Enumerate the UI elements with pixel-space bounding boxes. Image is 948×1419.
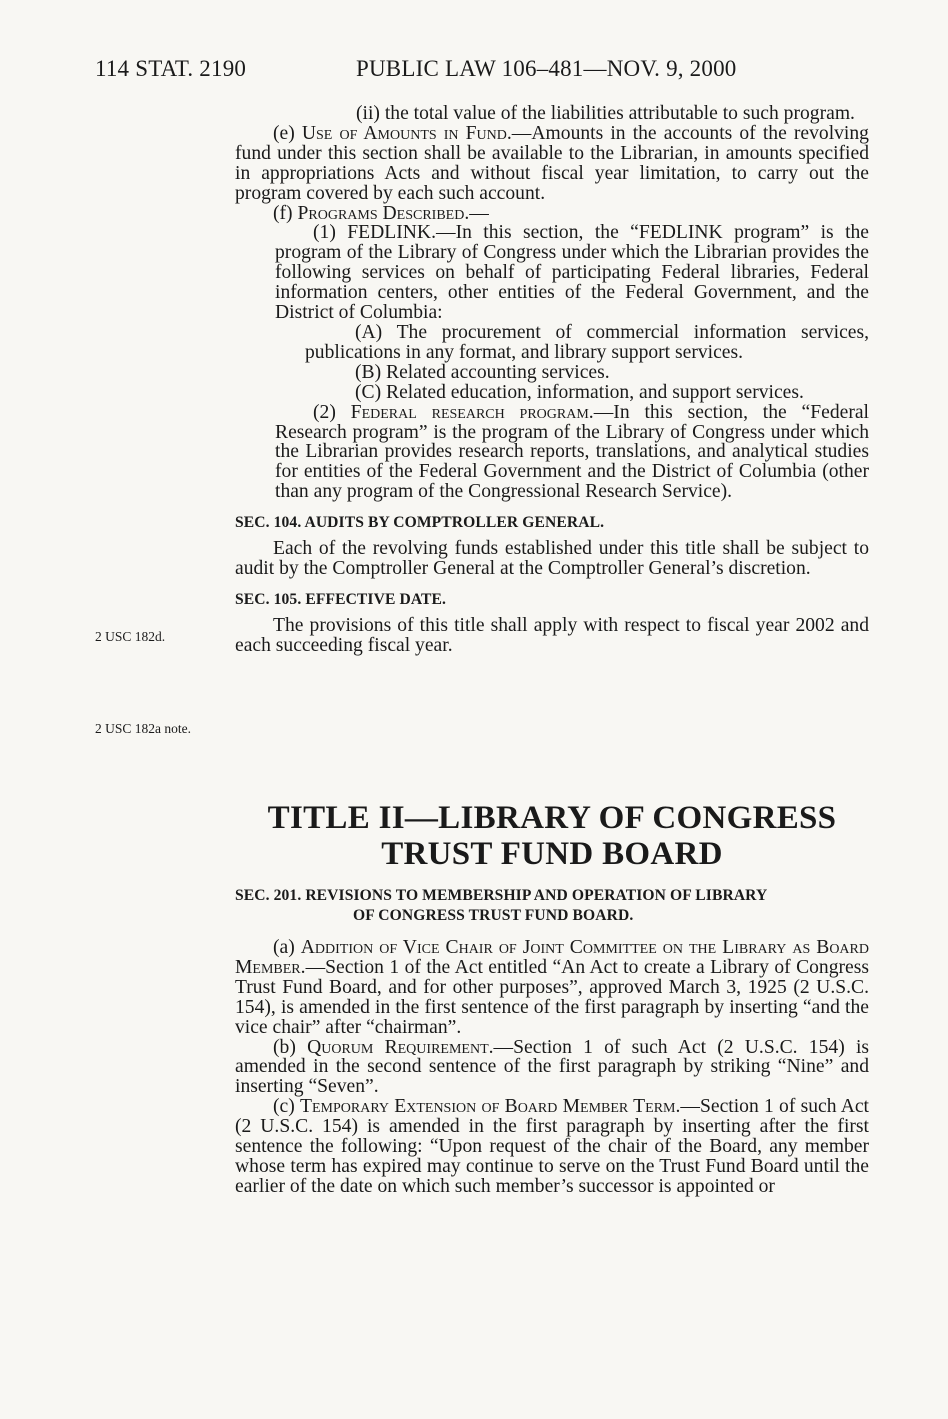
margin-note-105: 2 USC 182a note.	[95, 721, 191, 736]
paragraph-f2-heading: Federal research program.	[350, 401, 594, 423]
stat-page-number: 114 STAT. 2190	[95, 56, 247, 81]
section-103-continuation	[235, 104, 869, 656]
section-105-heading: SEC. 105. EFFECTIVE DATE.	[235, 590, 447, 608]
subsection-b: (b) Quorum Requirement.—Section 1 of such Act (2 U.S.C. 154) is amended in the second sentence of the first paragraph by striking “Nine” and inserting “Seven”.	[235, 1036, 870, 1098]
title-line-1: TITLE II—LIBRARY OF CONGRESS	[267, 800, 837, 836]
section-201	[235, 886, 869, 1197]
subsection-a: (a) Addition of Vice Chair of Joint Committee on the Library as Board Member.—Section 1 of the Act entitled “An Act to create a Library of Congress Trust Fund Board, and for other purposes”, approved March 3, 1925 (2 U.S.C. 154), is amended in the first sentence of the first paragraph by inserting “and the vice chair” after “chairman”.	[235, 937, 869, 1038]
subsection-a-text: —Section 1 of the Act entitled “An Act to create a Library of Congress Trust Fund Board, and for other purposes”, approved March 3, 1925 (2 U.S.C. 154), is amended in the first sentence of the first paragraph by inserting “and the vice chair” after “chairman”.	[235, 956, 869, 1038]
subsection-f-heading: Programs Described.	[297, 202, 470, 224]
section-201-heading-line2: OF CONGRESS TRUST FUND BOARD.	[353, 907, 634, 924]
paragraph-ii: (ii) the total value of the liabilities attributable to such program.	[356, 103, 855, 124]
margin-note-104: 2 USC 182d.	[95, 629, 166, 644]
item-B: (B) Related accounting services.	[355, 361, 610, 383]
paragraph-ii-line1	[235, 104, 869, 124]
subsection-e: (e) Use of Amounts in Fund.—Amounts in the accounts of the revolving fund under this section shall be available to the Librarian, in amounts specified in appropriations Acts and without fiscal year limitation, to carry out the program covered by each such account.	[235, 122, 869, 204]
subsection-b-text: —Section 1 of such Act (2 U.S.C. 154) is amended in the second sentence of the first paragraph by striking “Nine” and inserting “Seven”.	[235, 1036, 870, 1098]
section-105-text: The provisions of this title shall apply with respect to fiscal year 2002 and each succeeding fiscal year.	[235, 614, 869, 656]
public-law-identifier: PUBLIC LAW 106–481—NOV. 9, 2000	[356, 56, 737, 81]
paragraph-f1-heading: (1) FEDLINK.	[313, 222, 436, 244]
subsection-e-heading: Use of Amounts in Fund.	[301, 122, 512, 144]
paragraph-f1	[235, 223, 869, 323]
subsection-b-heading: Quorum Requirement.	[307, 1036, 494, 1058]
subsection-e-text: —Amounts in the accounts of the revolving fund under this section shall be available to the Librarian, in amounts specified in appropriations Acts and without fiscal year limitation, to carry out the program covered by each such account.	[235, 122, 869, 204]
paragraph-f2: (2) Federal research program.—In this section, the “Federal Research program” is the program of the Library of Congress under which the Librarian provides research reports, translations, and analytical studies for entities of the Federal Government and the District of Columbia (other than any program of the Congressional Research Service).	[275, 401, 870, 503]
item-C: (C) Related education, information, and support services.	[355, 381, 804, 403]
paragraph-f1-items	[235, 323, 869, 403]
section-104-text: Each of the revolving funds established under this title shall be subject to audit by the Comptroller General at the Comptroller General’s discretion.	[235, 538, 869, 579]
subsection-c-text: —Section 1 of such Act (2 U.S.C. 154) is amended in the first paragraph by inserting after the first sentence the following: “Upon request of the chair of the Board, any member whose term has expired may continue to serve on the Trust Fund Board until the earlier of the date on which such member’s successor is appointed or	[235, 1096, 870, 1197]
section-104-heading: SEC. 104. AUDITS BY COMPTROLLER GENERAL.	[235, 514, 605, 532]
paragraph-f1-text: —In this section, the “FEDLINK program” is the program of the Library of Congress under which the Librarian provides the following services on behalf of participating Federal libraries, Federal information centers, other entities of the Federal Government, and the District of Columbia:	[275, 222, 870, 324]
subsection-c-heading: Temporary Extension of Board Member Term.	[300, 1096, 681, 1118]
paragraph-f2-text: —In this section, the “Federal Research program” is the program of the Library of Congress under which the Librarian provides research reports, translations, and analytical studies for entities of the Federal Government and the District of Columbia (other than any program of the Congressional Research Service).	[275, 401, 870, 503]
subsection-f: (f) Programs Described.—	[273, 202, 489, 224]
title-heading	[235, 800, 869, 872]
title-line-2: TRUST FUND BOARD	[381, 836, 723, 872]
subsection-c: (c) Temporary Extension of Board Member Term.—Section 1 of such Act (2 U.S.C. 154) is amended in the first paragraph by inserting after the first sentence the following: “Upon request of the chair of the Board, any member whose term has expired may continue to serve on the Trust Fund Board until the earlier of the date on which such member’s successor is appointed or	[235, 1096, 870, 1197]
item-A: (A) The procurement of commercial information services, publications in any format, and library support services.	[305, 321, 869, 363]
running-head	[95, 56, 795, 88]
section-201-heading-line1: SEC. 201. REVISIONS TO MEMBERSHIP AND OPERATION OF LIBRARY	[235, 887, 768, 904]
subsection-a-heading: Addition of Vice Chair of Joint Committee on the Library as Board Member.	[235, 937, 869, 978]
